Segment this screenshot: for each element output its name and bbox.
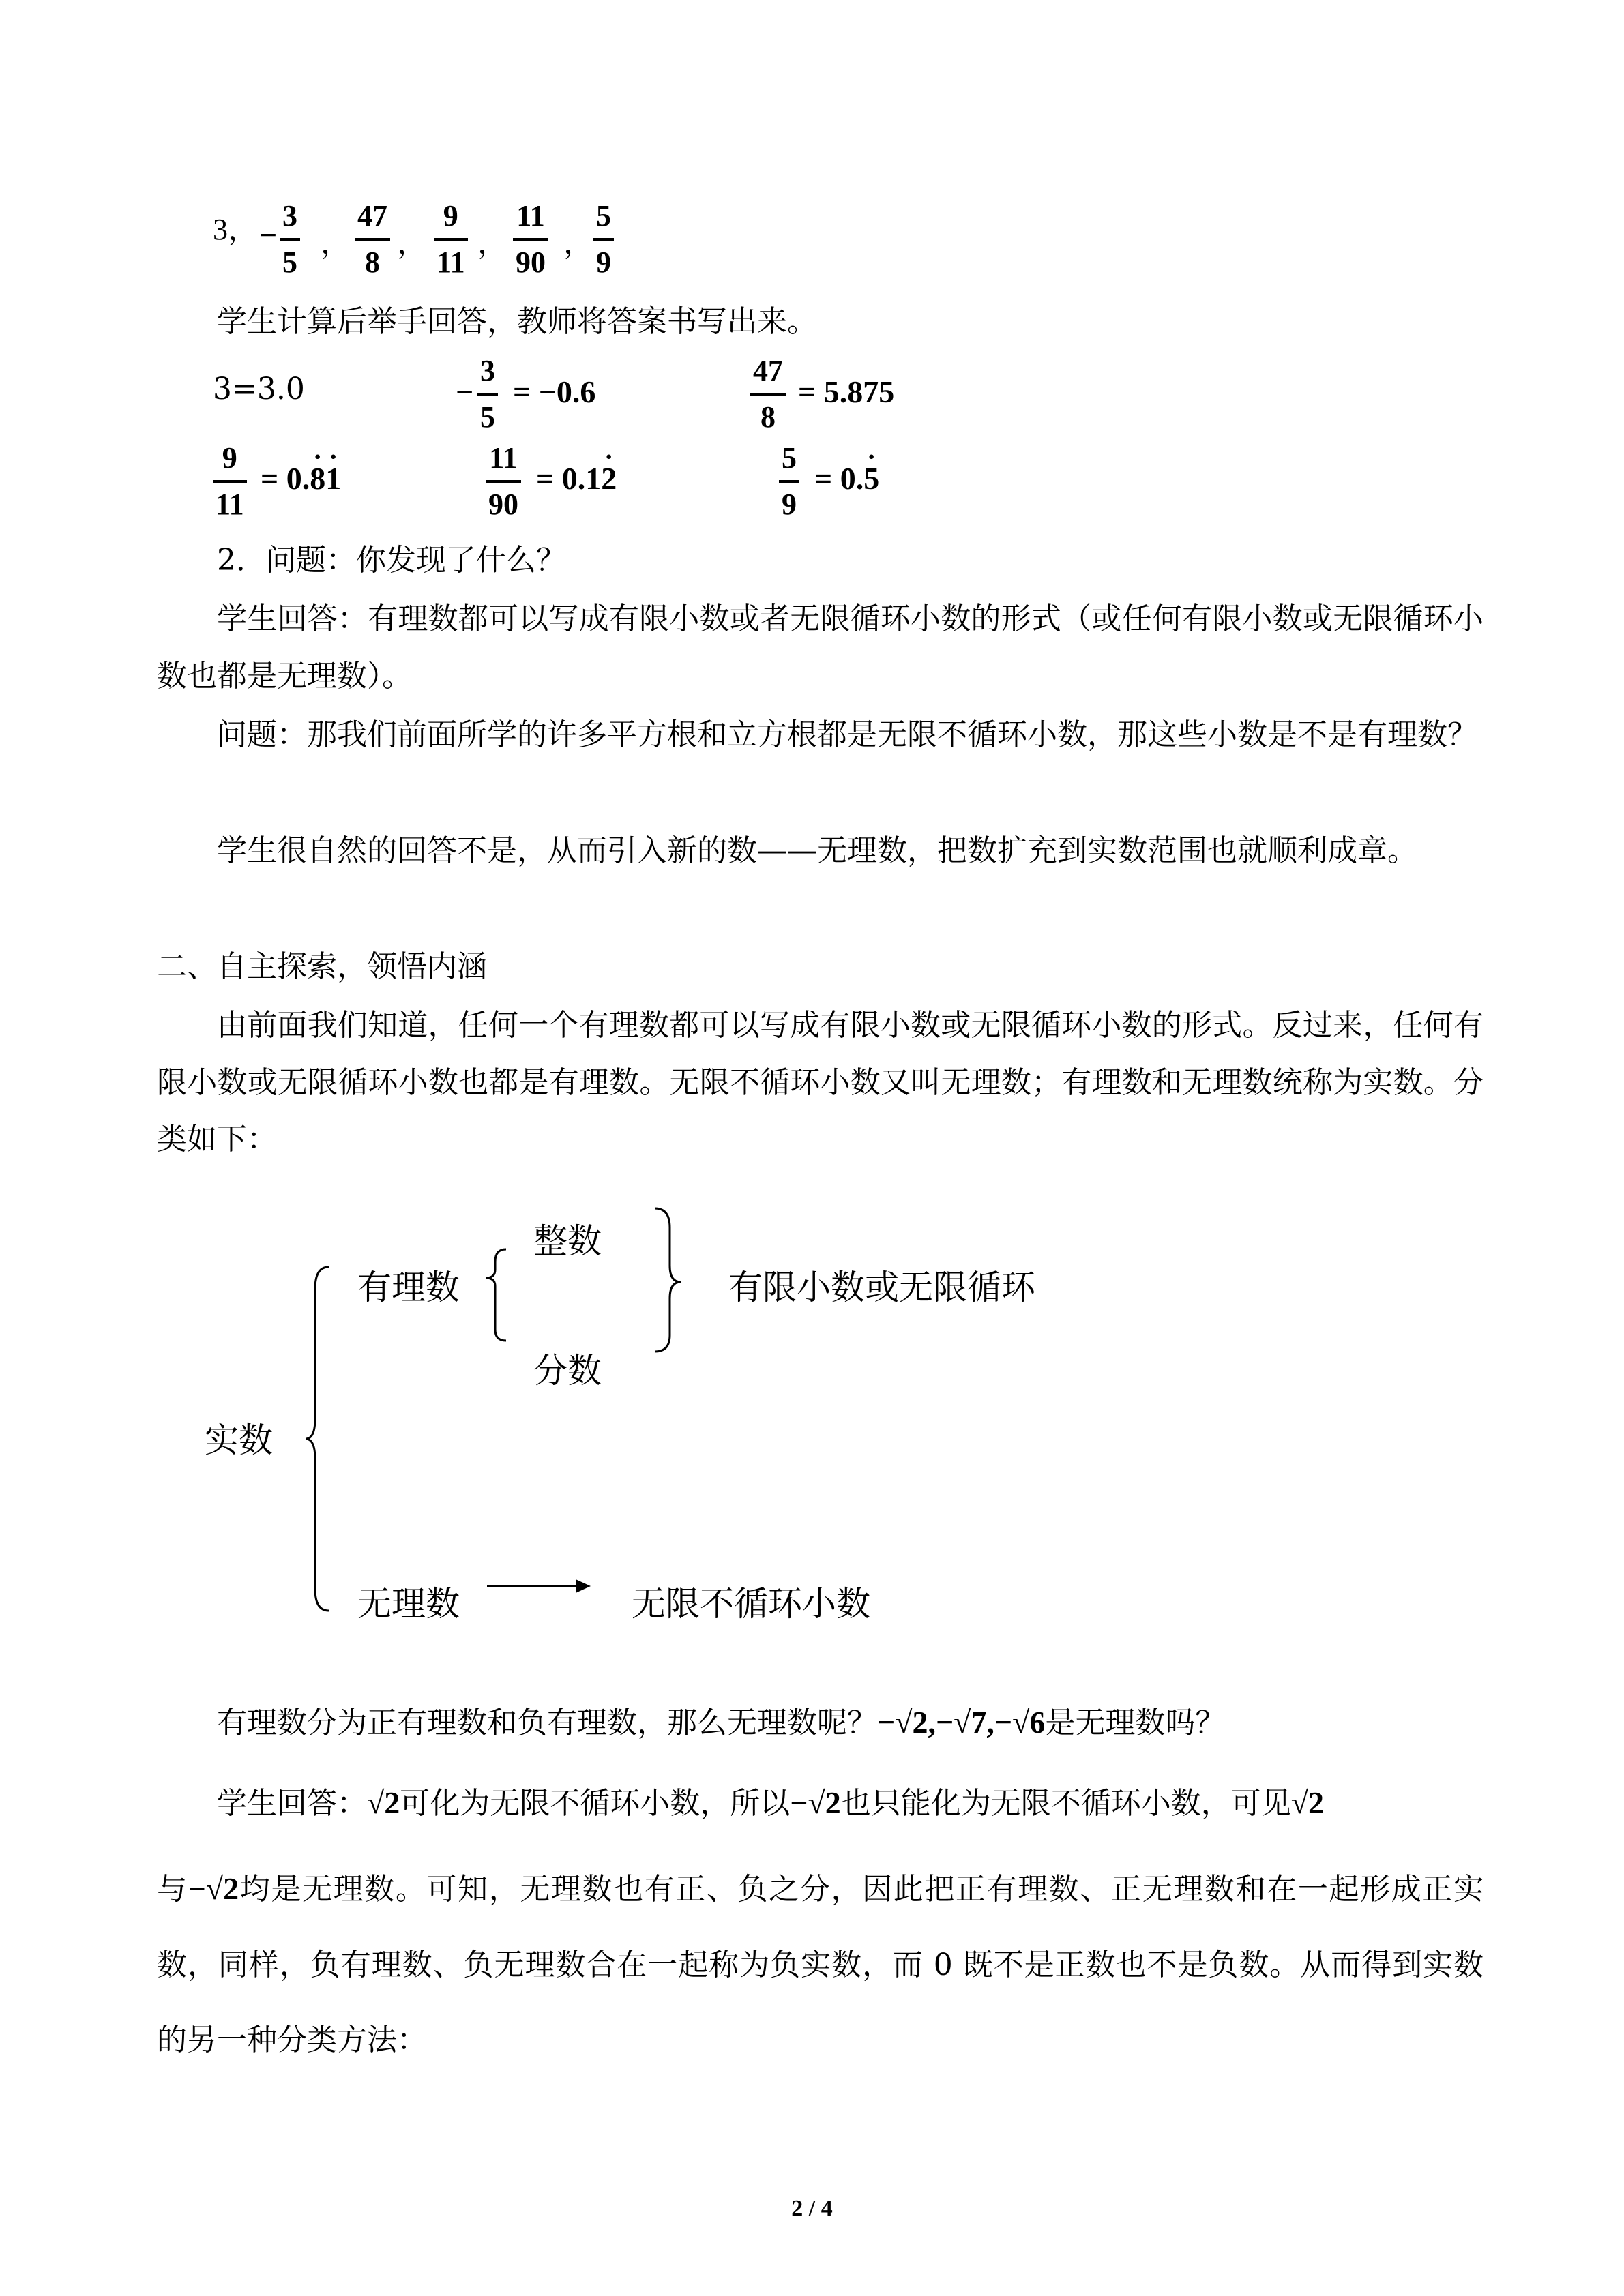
separator: ， (563, 226, 593, 260)
para-calculation: 学生计算后举手回答，教师将答案书写出来。 (217, 304, 817, 339)
page-number: 2 / 4 (791, 2196, 833, 2221)
section-heading-2: 二、自主探索，领悟内涵 (157, 949, 487, 984)
fraction-47-8: $\frac{47}{8}$ (355, 201, 390, 278)
answer-rational-decimals: 学生回答：有理数都可以写成有限小数或者无限循环小数的形式（或任何有限小数或无限循环小数也都是无理数）。 (157, 601, 1483, 694)
question-what-found: 2．问题：你发现了什么？ (217, 543, 566, 578)
arrowhead (576, 1579, 591, 1593)
expr-neg-roots: −√2,−√7,−√6 (877, 1705, 1046, 1740)
fraction-5-9: $\frac{5}{9}$ (593, 201, 614, 278)
separator: ， (397, 226, 427, 260)
label-integer: 整数 (533, 1221, 602, 1261)
result-fraction-47-8: $\frac{47}{8}$ (750, 356, 786, 432)
separator: ， (321, 226, 351, 260)
label-fraction: 分数 (533, 1351, 602, 1390)
brace-rational (486, 1249, 506, 1341)
result-fraction-11-90: $\frac{11}{90}$ (486, 443, 521, 520)
question-roots: 问题：那我们前面所学的许多平方根和立方根都是无限不循环小数，那这些小数是不是有理数？ (217, 717, 1477, 752)
result-value-5-875: = 5.875 (798, 374, 895, 409)
minus-sign: − (259, 218, 278, 252)
result-fraction-9-11: $\frac{9}{11}$ (213, 443, 247, 520)
question-irrational-sign: 有理数分为正有理数和负有理数，那么无理数呢？−√2,−√7,−√6是无理数吗？ (217, 1705, 1226, 1740)
fraction-9-11: $\frac{9}{11}$ (434, 201, 468, 278)
brace-real (306, 1267, 329, 1611)
para-real-definition: 由前面我们知道，任何一个有理数都可以写成有限小数或无限循环小数的形式。反过来，任何有限小数或无限循环小数也都是有理数。无限不循环小数又叫无理数；有理数和无理数统称为实数。分类如下： (157, 1008, 1483, 1157)
result-value-0-12-repeating: = 0.12 · (536, 460, 617, 496)
number-three: 3 (213, 213, 228, 246)
result-3: 3=3.0 (213, 372, 305, 406)
label-non-repeating: 无限不循环小数 (632, 1584, 870, 1624)
result-value-neg-0-6: = −0.6 (513, 374, 596, 409)
answer-line-2: 与−√2均是无理数。可知，无理数也有正、负之分，因此把正有理数、正无理数和在一起形成正实数，同样，负有理数、负无理数合在一起称为负实数，而 0 既不是正数也不是负数。从而得到实数的另一种分类方法： (157, 1871, 1483, 2057)
label-finite-or-repeating: 有限小数或无限循环 (728, 1268, 1035, 1307)
result-value-0-81-repeating: = 0.8 ·1 · (261, 460, 341, 496)
result-fraction-3-5: $\frac{3}{5}$ (477, 356, 498, 432)
separator: ， (477, 226, 507, 260)
result-fraction-5-9: $\frac{5}{9}$ (779, 443, 799, 520)
label-rational: 有理数 (357, 1268, 460, 1307)
label-irrational: 无理数 (357, 1584, 460, 1624)
fraction-neg-3-5: $\frac{3}{5}$ (280, 201, 300, 278)
para-introduce-irrational: 学生很自然的回答不是，从而引入新的数——无理数，把数扩充到实数范围也就顺利成章。 (217, 833, 1417, 868)
minus-sign: − (456, 374, 474, 409)
label-real-numbers: 实数 (205, 1420, 273, 1460)
result-value-0-5-repeating: = 0.5 · (814, 460, 879, 496)
fraction-11-90: $\frac{11}{90}$ (513, 201, 548, 278)
answer-line-1: 学生回答：√2可化为无限不循环小数，所以−√2也只能化为无限不循环小数，可见√2 (217, 1785, 1324, 1821)
number-list: 3， (213, 213, 258, 246)
brace-right (655, 1208, 681, 1352)
